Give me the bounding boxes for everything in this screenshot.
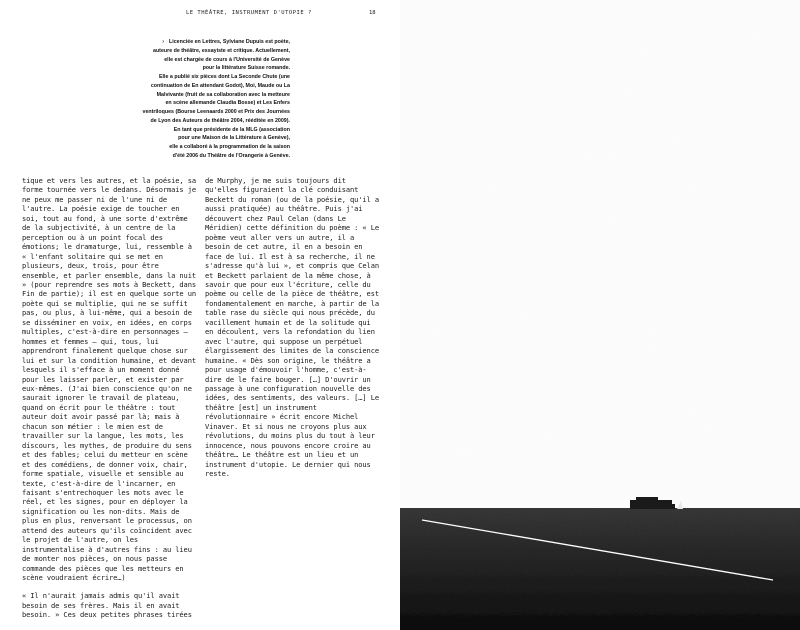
bio-line: de Lyon des Auteurs de théâtre 2004, rééditée en 2009). [150,117,290,124]
bio-line: en scène allemande Claudia Bosse) et Les Enfers [165,100,290,107]
bio-line: Malvivante (fruit de sa collaboration avec la metteure [156,91,290,98]
bio-line: continuation de En attendant Godot), Moi, Maude ou La [150,82,290,89]
body-paragraph-quote: « Il n'aurait jamais admis qu'il avait besoin de ses frères. Mais il en avait besoin. » Ces deux petites phrases tirées [22,591,192,620]
bio-line: auteure de théâtre, essayiste et critique. Actuellement, [153,47,290,54]
bio-line: pour la littérature Suisse romande. [202,65,290,72]
author-bio [118,38,290,161]
bio-line: › Licenciée en Lettres, Sylviane Dupuis est poète, [162,39,290,45]
bio-line: pour une Maison de la Littérature à Genève), [178,135,290,142]
right-page [400,0,800,630]
running-title: LE THÉÂTRE, INSTRUMENT D'UTOPIE ? [186,10,312,16]
bio-line: Elle a publié six pièces dont La Seconde Chute (une [159,74,290,80]
sea-photograph [400,0,800,630]
bio-line: ventriloques (Bourse Leenaards 2000 et Prix des Journées [142,109,290,115]
body-paragraph: de Murphy, je me suis toujours dit qu'elles figuraient la clé conduisant Beckett du roman (ou de la poésie, qu'il a aussi pratiquée) au théâtre. Puis j'ai découvert chez Paul Celan (dans Le Méridien) cette définition du poème : « Le poème veut aller vers un autre, il a besoin de cet autre, il en a besoin en face de lui. Il est à sa recherche, il ne s'adresse qu'à lui », et compris que Celan et Beckett parlaient de la même chose, à savoir que pour eux l'écriture, celle du poème ou celle de la pièce de théâtre, est fondamentalement en marche, à partir de la table rase du siècle qui nous précède, du vacillement humain et de la solitude qui en découlent, vers la refondation du lien avec l'autre, qui suppose un perpétuel élargissement des limites de la conscience humaine. « Dès son origine, le théâtre a pour usage d'émouvoir l'homme, c'est-à-dire de le faire bouger. […] D'ouvrir un passage à une configuration nouvelle des idées, des sentiments, des valeurs. […] Le théâtre [est] un instrument révolutionnaire » écrit encore Michel Vinaver. Et si nous ne croyons plus aux révolutions, du moins plus du tout à leur innocence, nous pouvons encore croire au théâtre… Le théâtre est un lieu et un instrument d'utopie. Le dernier qui nous reste. [205,176,379,479]
bio-line: d'été 2006 du Théâtre de l'Orangerie à Genève. [172,152,290,159]
sky [400,0,800,508]
page-number: 18 [369,10,376,16]
bio-line: elle est chargée de cours à l'Université de Genève [164,56,290,63]
body-paragraph: tique et vers les autres, et la poésie, sa forme tournée vers le dedans. Désormais je ne peux me passer ni de l'une ni de l'autre. La poésie exige de toucher en soi, tout au fond, à une sorte d'extrême de la subjectivité, à un centre de la perception ou à un point focal des émotions; le dramaturge, lui, ressemble à « l'enfant solitaire qui se met en plusieurs, deux, trois, pour être ensemble, et parler ensemble, dans la nuit » (pour reprendre ses mots à Beckett, dans Fin de partie); il est en quelque sorte un poète qui se multiplie, qui ne se suffit pas, ou plus, à lui-même, qui a besoin de se disséminer en voix, en idées, en corps multiples, c'est-à-dire en personnages – hommes et femmes – qui, tous, lui apprendront finalement quelque chose sur lui et sur la condition humaine, et devant lesquels il s'efface à un moment donné pour les laisser parler, et exister par eux-mêmes. (J'ai bien conscience qu'on ne saurait ignorer le travail de plateau, quand on écrit pour le théâtre : tout auteur doit avoir passé par là; mais à chacun son métier : le mien est de travailler sur la langue, les mots, les discours, les mythes, de produire du sens et des fables; celui du metteur en scène et des comédiens, de donner voix, chair, forme spatiale, visuelle et sensible au texte, c'est-à-dire de l'incarner, en faisant s'entrechoquer les mots avec le réel, et les signes, pour en déployer la signification ou les non-dits. Mais de plus en plus, renversant le processus, on attend des auteurs qu'ils coïncident avec le projet de l'autre, on les instrumentalise à d'autres fins : au lieu de monter nos pièces, on nous passe commande des pièces que les metteurs en scène voudraient écrire…) [22,176,196,583]
bio-bullet: › [162,39,164,45]
body-column-right [205,176,383,479]
bio-line: En tant que présidente de la MLG (association [173,126,290,133]
bio-line: elle a collaboré à la programmation de la saison [169,144,290,150]
body-column-left [22,176,198,620]
